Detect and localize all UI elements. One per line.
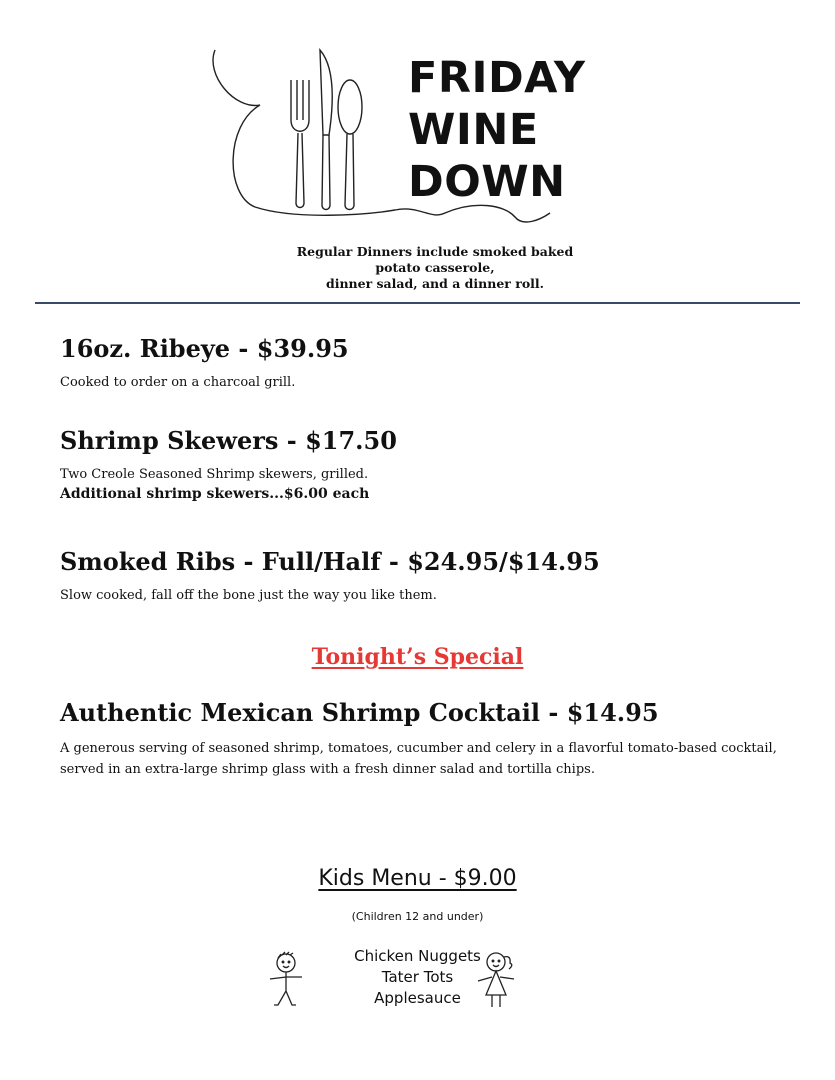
menu-item-shrimp-skewers	[60, 426, 397, 504]
title-line: FRIDAY	[408, 53, 586, 103]
subtitle-line: Regular Dinners include smoked baked	[296, 244, 574, 259]
dinner-includes-note	[250, 244, 620, 292]
menu-item-description: Cooked to order on a charcoal grill.	[60, 375, 296, 390]
menu-item-special	[60, 698, 780, 780]
title-line: WINE	[408, 105, 539, 155]
menu-item-description: A generous serving of seasoned shrimp, tomatoes, cucumber and celery in a flavorful tomato-based cocktail, served in an extra-large shrimp glass with a fresh dinner salad and tortilla chips.	[60, 741, 777, 777]
kids-menu-title: Kids Menu - $9.00	[318, 866, 517, 891]
kids-menu-item: Tater Tots	[381, 968, 454, 986]
page-title	[408, 52, 585, 208]
boy-doodle-icon	[264, 945, 308, 1015]
title-line: DOWN	[408, 157, 566, 207]
subtitle-line: dinner salad, and a dinner roll.	[325, 276, 545, 291]
menu-item-name: Authentic Mexican Shrimp Cocktail - $14.95	[60, 698, 659, 727]
menu-item-smoked-ribs	[60, 547, 600, 605]
menu-item-name: 16oz. Ribeye - $39.95	[60, 334, 349, 363]
girl-doodle-icon	[474, 945, 518, 1015]
subtitle-line: potato casserole,	[375, 260, 495, 275]
menu-item-ribeye	[60, 334, 349, 392]
menu-item-description: Two Creole Seasoned Shrimp skewers, grilled.	[60, 467, 369, 482]
menu-item-name: Smoked Ribs - Full/Half - $24.95/$14.95	[60, 547, 600, 576]
kids-menu-note: (Children 12 and under)	[351, 910, 484, 923]
menu-item-description: Slow cooked, fall off the bone just the way you like them.	[60, 588, 437, 603]
kids-menu-item: Applesauce	[374, 989, 461, 1007]
header-divider	[35, 302, 800, 304]
kids-menu-list	[0, 946, 835, 1009]
menu-item-name: Shrimp Skewers - $17.50	[60, 426, 397, 455]
special-heading: Tonight’s Special	[311, 644, 524, 670]
kids-menu-item: Chicken Nuggets	[354, 947, 481, 965]
menu-item-addon: Additional shrimp skewers...$6.00 each	[60, 486, 370, 502]
